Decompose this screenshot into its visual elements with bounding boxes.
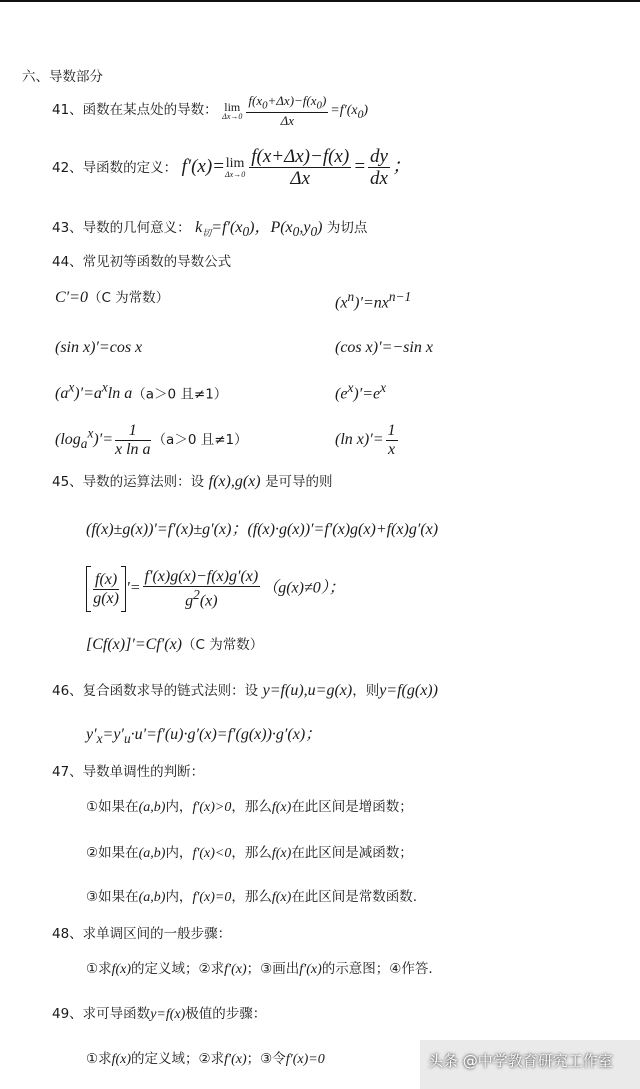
item-49-tail: 极值的步骤： (185, 1006, 267, 1022)
item-44-label: 44、常见初等函数的导数公式 (52, 254, 232, 270)
top-border (0, 0, 640, 2)
r3-pre: ③如果在 (86, 889, 139, 905)
item-48-steps: ①求f(x)的定义域；②求f′(x)；③画出f′(x)的示意图；④作答. (86, 961, 433, 977)
deriv-exp-e: $(e^x)'=e^x$ (335, 380, 387, 403)
deriv-cos: (cos x)′=−sin x (335, 339, 433, 356)
r1-pre: ①如果在 (86, 799, 139, 815)
rule-sum-product: (f(x)±g(x))′=f′(x)±g′(x)；(f(x)·g(x))′=f′(x)g(x)+f(x)g′(x) (86, 521, 439, 538)
r1-then: ，那么 (231, 799, 272, 815)
chain-rule: $y'_x=y'_u\cdot u'=f'(u)\cdot g'(x)=f'(g(x))\cdot g'(x)$； (86, 726, 322, 747)
deriv-ln: (ln x)′= $\frac{1}{x}$ (335, 422, 396, 458)
s48-1: ①求 (86, 961, 112, 977)
s49-2: 的定义域；②求 (131, 1051, 225, 1067)
deriv-power: $(x^n)'=nx^{n-1}$ (335, 289, 412, 312)
r2-pre: ②如果在 (86, 845, 139, 861)
formula-41: lim Δx→0 $\frac{f(x_0+\Delta x)-f(x_0)}{\Delta x}$ $=f'(x_0)$ (222, 93, 369, 129)
r1-in: 内， (165, 799, 193, 815)
item-43-label: 43、导数的几何意义： (52, 220, 191, 236)
deriv-log-a: $(\log_a^x)'=$ $\frac{1}{\text{x ln a}}$ （a＞0 且≠1） (55, 422, 248, 458)
deriv-exp-a: $(a^x)'=a^x\ln$ a（a＞0 且≠1） (55, 380, 228, 403)
section-heading: 六、导数部分 (22, 69, 103, 85)
item-46-label: 46、复合函数求导的链式法则：设 (52, 683, 259, 699)
item-43-tail: 为切点 (326, 220, 368, 236)
item-48-label: 48、求单调区间的一般步骤： (52, 926, 232, 942)
item-45-label: 45、导数的运算法则：设 (52, 474, 205, 490)
a-note-1: （a＞0 且≠1） (132, 386, 228, 403)
item-45-tail: 是可导的则 (265, 474, 333, 490)
s49-3: ；③令 (246, 1051, 286, 1067)
formula-43: $k_切=f'(x_0)$，$P(x_0,y_0)$ (195, 219, 323, 240)
c-note: （C 为常数） (87, 290, 170, 306)
mono-rule-1: ①如果在(a,b)内，f′(x)>0，那么f(x)在此区间是增函数； (86, 799, 413, 815)
r3-then: ，那么 (231, 889, 272, 905)
s49-1: ①求 (86, 1051, 112, 1067)
item-46-mid: ，则 (352, 683, 380, 699)
item-45: 45、导数的运算法则：设 f(x),g(x) 是可导的则 (52, 473, 333, 490)
r2-then: ，那么 (231, 845, 272, 861)
s48-4: 的示意图；④作答. (321, 961, 433, 977)
r2-in: 内， (165, 845, 193, 861)
rule-quotient: $\frac{f(x)}{g(x)}$ ′= $\frac{f'(x)g(x)-f(x)g'(x)}{g^2(x)}$ （g(x)≠0）； (86, 566, 345, 612)
item-49: 49、求可导函数y=f(x)极值的步骤： (52, 1006, 267, 1022)
item-47-label: 47、导数单调性的判断： (52, 764, 205, 780)
deriv-constant: C′=0（C 为常数） (55, 289, 170, 306)
item-46: 46、复合函数求导的链式法则：设 y=f(u),u=g(x)，则y=f(g(x)) (52, 682, 438, 699)
watermark: 头条 @中学教育研究工作室 (428, 1052, 613, 1070)
s48-2: 的定义域；②求 (131, 961, 225, 977)
item-49-steps: ①求f(x)的定义域；②求f′(x)；③令f′(x)=0 (86, 1051, 325, 1067)
item-41-label: 41、函数在某点处的导数： (52, 101, 218, 118)
item-43 (52, 220, 367, 239)
item-41 (52, 94, 368, 127)
deriv-sin: (sin x)′=cos x (55, 339, 143, 356)
item-42 (52, 147, 411, 188)
r3-in: 内， (165, 889, 193, 905)
item-42-label: 42、导函数的定义： (52, 159, 178, 176)
a-note-2: （a＞0 且≠1） (152, 432, 248, 449)
mono-rule-2: ②如果在(a,b)内，f′(x)<0，那么f(x)在此区间是减函数； (86, 845, 413, 861)
mono-rule-3: ③如果在(a,b)内，f′(x)=0，那么f(x)在此区间是常数函数. (86, 889, 418, 905)
r2-post: 在此区间是减函数； (291, 845, 413, 861)
r3-post: 在此区间是常数函数. (291, 889, 418, 905)
item-49-label: 49、求可导函数 (52, 1006, 151, 1022)
s48-3: ；③画出 (246, 961, 300, 977)
rule-constant: [Cf(x)]′=Cf′(x)（C 为常数） (86, 636, 264, 653)
formula-42: f′(x)= lim Δx→0 $\frac{f(x+\Delta x)-f(x)}{\Delta x}$ = $\frac{dy}{dx}$ ； (181, 146, 411, 189)
r1-post: 在此区间是增函数； (291, 799, 413, 815)
c-note-2: （C 为常数） (182, 637, 264, 653)
